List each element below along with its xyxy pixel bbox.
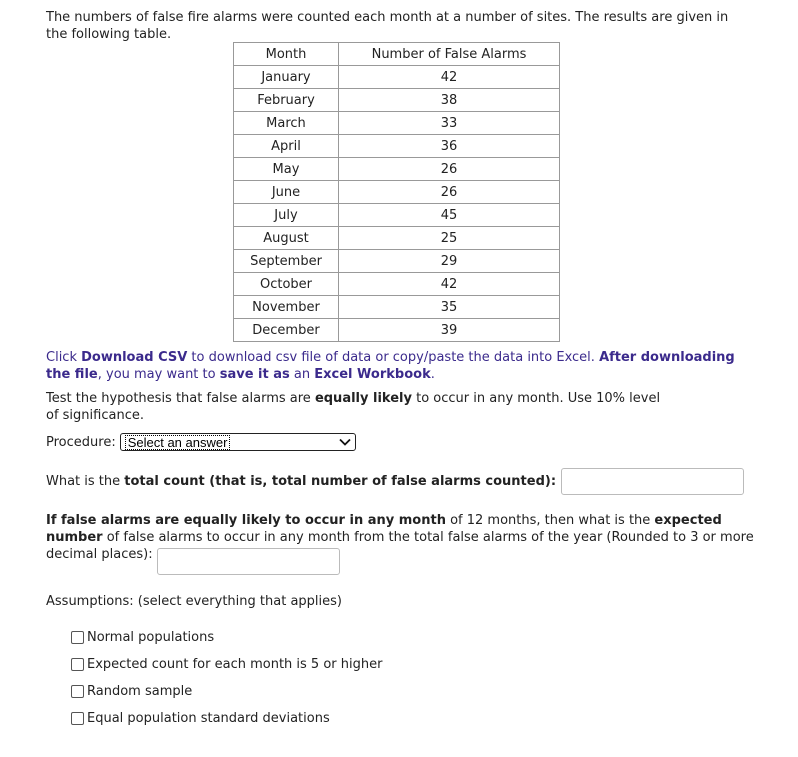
procedure-select[interactable]	[120, 433, 356, 451]
table-row	[234, 158, 560, 181]
total-count-label: What is the total count (that is, total number of false alarms counted):	[46, 473, 557, 489]
month-cell: June	[234, 181, 339, 204]
download-csv-link[interactable]: Download CSV	[81, 350, 188, 365]
alarms-column-header: Number of False Alarms	[339, 43, 560, 66]
alarms-cell: 36	[339, 135, 560, 158]
alarms-cell: 42	[339, 66, 560, 89]
alarms-cell: 26	[339, 181, 560, 204]
month-cell: January	[234, 66, 339, 89]
alarms-cell: 45	[339, 204, 560, 227]
month-cell: November	[234, 296, 339, 319]
table-row	[234, 66, 560, 89]
procedure-label: Procedure:	[46, 434, 116, 450]
checkbox-label: Random sample	[87, 684, 193, 699]
hypothesis-text: Test the hypothesis that false alarms are equally likely to occur in any month. Use 10% level of significance.	[46, 391, 661, 423]
table-row	[234, 319, 560, 342]
chevron-down-icon	[339, 438, 351, 446]
alarms-cell: 38	[339, 89, 560, 112]
checkbox[interactable]	[71, 685, 84, 698]
table-row	[234, 89, 560, 112]
checkbox[interactable]	[71, 712, 84, 725]
month-cell: April	[234, 135, 339, 158]
alarms-cell: 33	[339, 112, 560, 135]
month-cell: May	[234, 158, 339, 181]
alarms-cell: 35	[339, 296, 560, 319]
alarms-cell: 39	[339, 319, 560, 342]
assumption-normal-populations[interactable]	[71, 624, 382, 651]
month-cell: March	[234, 112, 339, 135]
table-header-row	[234, 43, 560, 66]
month-cell: February	[234, 89, 339, 112]
month-cell: August	[234, 227, 339, 250]
table-row	[234, 181, 560, 204]
total-count-row	[46, 466, 744, 496]
assumption-equal-std-dev[interactable]	[71, 705, 382, 732]
intro-text: The numbers of false fire alarms were counted each month at a number of sites. The results are given in the following table.	[46, 10, 729, 42]
false-alarms-table	[233, 42, 560, 342]
table-row	[234, 250, 560, 273]
table-row	[234, 135, 560, 158]
assumptions-label: Assumptions: (select everything that applies)	[46, 594, 342, 609]
download-instructions: Click Download CSV to download csv file of data or copy/paste the data into Excel. After downloading the file, you may want to save it as an Excel Workbook.	[46, 350, 735, 382]
expected-number-input[interactable]	[157, 548, 340, 575]
assumption-random-sample[interactable]	[71, 678, 382, 705]
procedure-select-value: Select an answer	[125, 435, 231, 450]
table-row	[234, 273, 560, 296]
alarms-cell: 25	[339, 227, 560, 250]
expected-number-question: If false alarms are equally likely to occur in any month of 12 months, then what is the expected number of false alarms to occur in any month from the total false alarms of the year (Rounded to 3 or more decimal places):	[46, 513, 754, 562]
month-cell: December	[234, 319, 339, 342]
table-row	[234, 112, 560, 135]
table-row	[234, 296, 560, 319]
month-cell: July	[234, 204, 339, 227]
checkbox-label: Equal population standard deviations	[87, 711, 330, 726]
table-row	[234, 227, 560, 250]
alarms-cell: 42	[339, 273, 560, 296]
checkbox[interactable]	[71, 631, 84, 644]
checkbox-label: Normal populations	[87, 630, 215, 645]
month-column-header: Month	[234, 43, 339, 66]
total-count-input[interactable]	[561, 468, 744, 495]
procedure-row	[46, 432, 356, 452]
alarms-cell: 29	[339, 250, 560, 273]
checkbox[interactable]	[71, 658, 84, 671]
assumptions-checklist	[71, 624, 382, 732]
checkbox-label: Expected count for each month is 5 or higher	[87, 657, 383, 672]
assumption-expected-count[interactable]	[71, 651, 382, 678]
table-row	[234, 204, 560, 227]
month-cell: September	[234, 250, 339, 273]
alarms-cell: 26	[339, 158, 560, 181]
expected-number-row	[46, 546, 340, 576]
month-cell: October	[234, 273, 339, 296]
